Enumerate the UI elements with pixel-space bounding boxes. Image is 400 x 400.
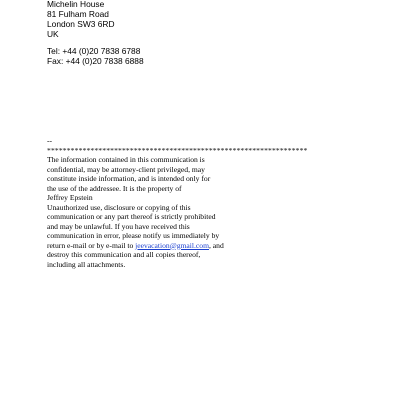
email-suffix: , and	[208, 240, 224, 250]
address-line-street: 81 Fulham Road	[47, 9, 109, 19]
disclaimer-line: Unauthorized use, disclosure or copying of this	[47, 202, 191, 212]
email-prefix: return e-mail or by e-mail to	[47, 240, 136, 250]
disclaimer-line: communication in error, please notify us immediately by	[47, 231, 220, 240]
disclaimer-email-line	[47, 241, 347, 251]
address-line-country: UK	[47, 29, 59, 39]
disclaimer-line: destroy this communication and all copies thereof,	[47, 250, 201, 259]
disclaimer-line: constitute inside information, and is intended only for	[47, 174, 211, 183]
telephone-line: Tel: +44 (0)20 7838 6788	[47, 46, 141, 56]
signature-dashes: --	[47, 136, 53, 145]
separator-stars: ******************************************************************	[47, 145, 308, 155]
address-line-city: London SW3 6RD	[47, 19, 115, 29]
email-link[interactable]: jeevacation@gmail.com	[135, 240, 209, 250]
disclaimer-line: communication or any part thereof is strictly prohibited	[47, 212, 216, 221]
disclaimer-line: The information contained in this communication is	[47, 155, 205, 164]
address-block	[47, 0, 144, 66]
disclaimer-line: and may be unlawful. If you have received this	[47, 221, 190, 231]
disclaimer-line: the use of the addressee. It is the property of	[47, 183, 182, 193]
address-line-building: Michelin House	[47, 0, 105, 9]
disclaimer-line: Jeffrey Epstein	[47, 193, 93, 202]
fax-line: Fax: +44 (0)20 7838 6888	[47, 56, 144, 66]
signature-disclaimer	[47, 136, 347, 269]
disclaimer-line: including all attachments.	[47, 259, 126, 269]
disclaimer-line: confidential, may be attorney-client privileged, may	[47, 164, 205, 174]
